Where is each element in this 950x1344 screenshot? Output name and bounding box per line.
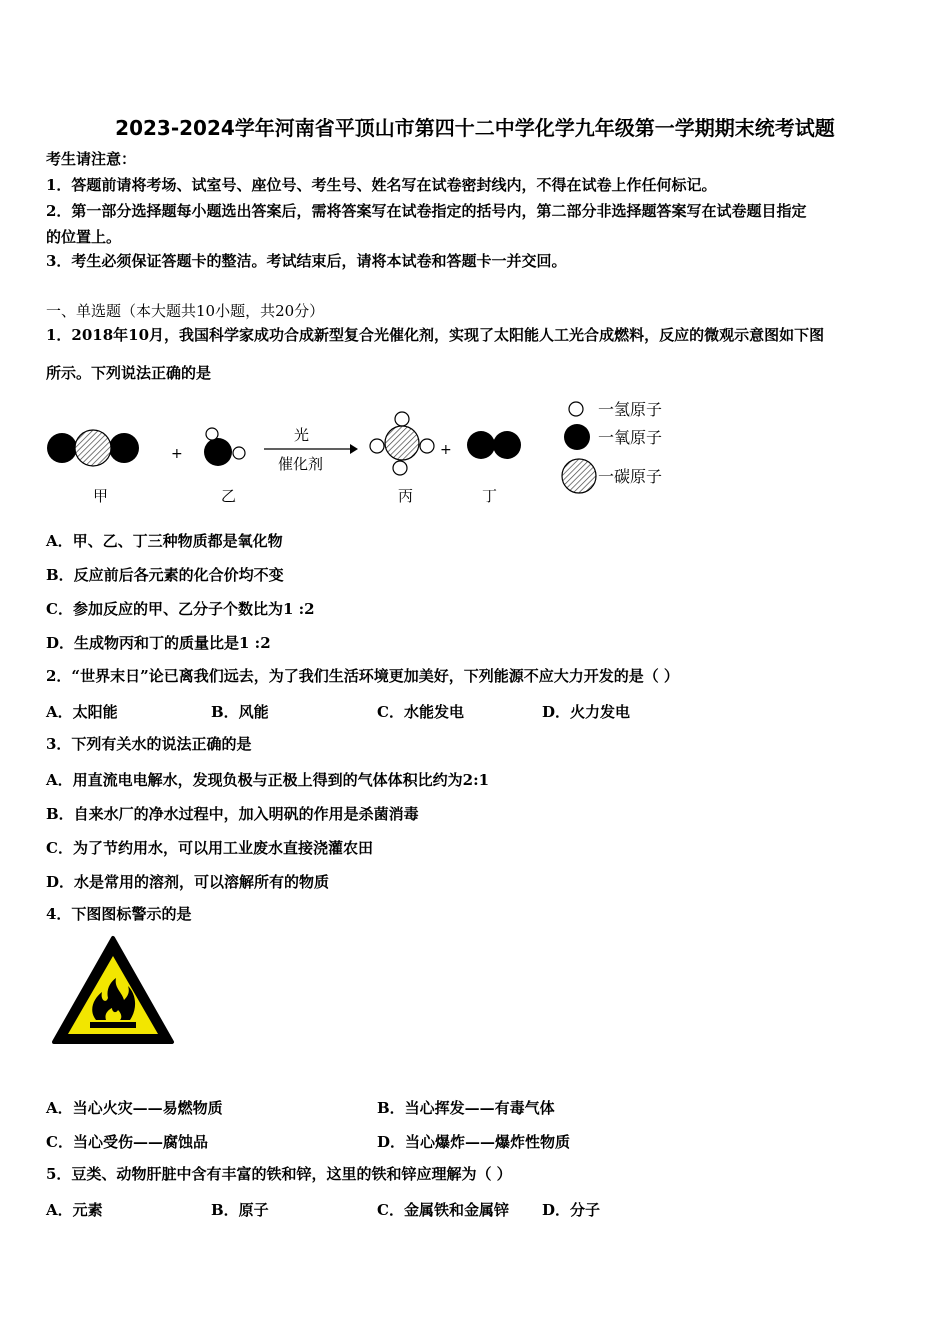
question-2-stem: 2．“世界末日”论已离我们远去，为了我们生活环境更加美好，下列能源不应大力开发的是（ ）	[46, 667, 679, 685]
q3-option-b[interactable]: B．自来水厂的净水过程中，加入明矾的作用是杀菌消毒	[46, 805, 419, 823]
legend-oxygen: 一氧原子	[598, 428, 663, 447]
q5-option-b[interactable]: B．原子	[211, 1201, 269, 1219]
arrow-bottom-label: 催化剂	[278, 455, 324, 473]
q2-option-b[interactable]: B．风能	[211, 703, 269, 721]
q3-option-a[interactable]: A．用直流电电解水，发现负极与正极上得到的气体体积比约为2:1	[46, 771, 490, 789]
label-ding: 丁	[482, 487, 498, 505]
question-1-stem: 1．2018年10月，我国科学家成功合成新型复合光催化剂，实现了太阳能人工光合成燃料，反应的微观示意图如下图	[46, 326, 825, 344]
notice-item: 2．第一部分选择题每小题选出答案后，需将答案写在试卷指定的括号内，第二部分非选择题答案写在试卷题目指定	[46, 202, 807, 220]
notice-heading: 考生请注意：	[46, 150, 137, 168]
label-yi: 乙	[221, 487, 237, 505]
q2-option-d[interactable]: D．火力发电	[542, 703, 631, 721]
q1-option-d[interactable]: D．生成物丙和丁的质量比是1 :2	[46, 634, 271, 652]
q1-option-c[interactable]: C．参加反应的甲、乙分子个数比为1 :2	[46, 600, 315, 618]
q2-option-c[interactable]: C．水能发电	[377, 703, 464, 721]
notice-item: 3．考生必须保证答题卡的整洁。考试结束后，请将本试卷和答题卡一并交回。	[46, 252, 567, 270]
q1-option-a[interactable]: A．甲、乙、丁三种物质都是氧化物	[46, 532, 283, 550]
q4-option-b[interactable]: B．当心挥发——有毒气体	[377, 1099, 555, 1117]
q4-option-a[interactable]: A．当心火灾——易燃物质	[46, 1099, 223, 1117]
flammable-warning-icon	[50, 934, 176, 1046]
q3-option-c[interactable]: C．为了节约用水，可以用工业废水直接浇灌农田	[46, 839, 373, 857]
legend-oxygen-icon	[564, 424, 590, 450]
molecule-yi	[204, 428, 245, 466]
q1-option-b[interactable]: B．反应前后各元素的化合价均不变	[46, 566, 284, 584]
notice-item: 的位置上。	[46, 228, 122, 246]
plus-sign: +	[171, 446, 183, 462]
molecule-bing	[370, 412, 434, 475]
question-5-stem: 5．豆类、动物肝脏中含有丰富的铁和锌，这里的铁和锌应理解为（ ）	[46, 1165, 512, 1183]
section-heading: 一、单选题（本大题共10小题，共20分）	[46, 302, 325, 320]
legend-carbon: 一碳原子	[598, 467, 663, 486]
reaction-arrow	[264, 444, 358, 454]
q2-option-a[interactable]: A．太阳能	[46, 703, 118, 721]
question-1-stem-cont: 所示。下列说法正确的是	[46, 364, 212, 382]
q5-option-c[interactable]: C．金属铁和金属锌	[377, 1201, 509, 1219]
molecule-jia	[47, 430, 139, 466]
molecule-ding	[467, 431, 521, 459]
arrow-top-label: 光	[294, 426, 310, 444]
label-bing: 丙	[398, 487, 414, 505]
legend-carbon-icon	[562, 459, 596, 493]
label-jia: 甲	[93, 487, 109, 505]
reaction-diagram	[40, 392, 700, 514]
page-title: 2023-2024学年河南省平顶山市第四十二中学化学九年级第一学期期末统考试题	[115, 116, 835, 140]
legend-hydrogen-icon	[569, 402, 583, 416]
question-4-stem: 4．下图图标警示的是	[46, 905, 192, 923]
q4-option-c[interactable]: C．当心受伤——腐蚀品	[46, 1133, 208, 1151]
plus-sign: +	[440, 442, 452, 458]
q5-option-a[interactable]: A．元素	[46, 1201, 103, 1219]
question-3-stem: 3．下列有关水的说法正确的是	[46, 735, 252, 753]
legend-hydrogen: 一氢原子	[598, 400, 663, 419]
q5-option-d[interactable]: D．分子	[542, 1201, 601, 1219]
q4-option-d[interactable]: D．当心爆炸——爆炸性物质	[377, 1133, 571, 1151]
q3-option-d[interactable]: D．水是常用的溶剂，可以溶解所有的物质	[46, 873, 330, 891]
notice-item: 1．答题前请将考场、试室号、座位号、考生号、姓名写在试卷密封线内，不得在试卷上作任何标记。	[46, 176, 717, 194]
